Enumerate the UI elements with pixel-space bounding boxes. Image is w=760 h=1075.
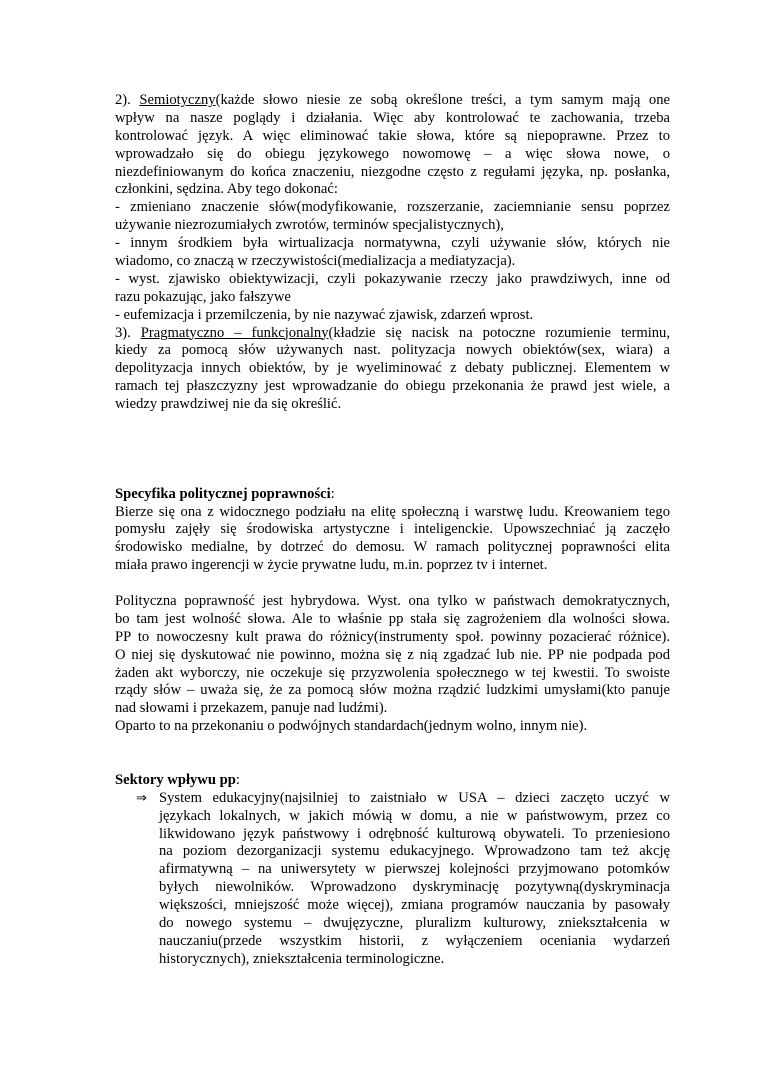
section-heading: Specyfika politycznej poprawności: <box>115 485 335 502</box>
spacer <box>115 575 670 593</box>
text-line: niezdefiniowanym do końca znaczeniu, niezgodne często z regułami języka, np. posłanka, <box>115 163 670 180</box>
spacer <box>115 414 670 486</box>
section-heading: Sektory wpływu pp: <box>115 771 240 788</box>
text-line: używanie niezrozumiałych zwrotów, terminów specjalistycznych), <box>115 217 504 234</box>
text-line: historycznych), zniekształcenia terminologiczne. <box>159 950 445 967</box>
text-line: wiadomo, co znaczą w rzeczywistości(medializacja a mediatyzacja). <box>115 253 516 270</box>
text-line: wpływ na nasze poglądy i działania. Więc aby kontrolować te zachowania, trzeba <box>115 109 670 126</box>
text-line: kiedy za pomocą słów używanych nast. polityzacja nowych obiektów(sex, wiara) a <box>115 342 670 359</box>
text-line: ramach tej płaszczyzny jest wprowadzanie do obiegu przekonania że prawd jest wiele, a <box>115 378 670 395</box>
text-line: wprowadzało się do obiegu językowego nowomowę – a więc słowa nowe, o <box>115 145 670 162</box>
text-line: rządy słów – uważa się, że za pomocą słów można rządzić ludzkimi umysłami(kto panuje <box>115 682 670 699</box>
term-semiotyczny: Semiotyczny <box>139 92 216 108</box>
arrow-right-icon: ⇒ <box>136 790 147 806</box>
text-line: - wyst. zjawisko obiektywizacji, czyli pokazywanie rzeczy jako prawdziwych, inne od <box>115 270 670 287</box>
text-line: kontrolować język. A więc eliminować takie słowa, które są niepoprawne. Przez to <box>115 127 670 144</box>
spacer <box>115 736 670 772</box>
text-line: wiedzy prawdziwej nie da się określić. <box>115 396 342 413</box>
section-specyfika <box>115 486 670 736</box>
text-line: językach lokalnych, w jakich mówią w domu, a nie w państwowym, przez co <box>159 807 670 824</box>
text-line: Bierze się ona z widocznego podziału na elitę społeczną i warstwę ludu. Kreowaniem tego <box>115 503 670 520</box>
text-line: nad słowami i przekazem, panuje nad ludźmi). <box>115 700 388 717</box>
text-line: bo tam jest wolność słowa. Ale to właśnie pp stała się zagrożeniem dla wolności słowa. <box>115 610 670 627</box>
text-line: PP to nowoczesny kult prawa do różnicy(instrumenty społ. powinny pozacierać różnice). <box>115 628 670 645</box>
text-line: środowisko medialne, by dotrzeć do demosu. W ramach politycznej poprawności elita <box>115 539 670 556</box>
text-line: większości, mniejszość może więcej), zmiana programów nauczania by pasowały <box>159 897 670 914</box>
text-line: depolityzacja innych obiektów, by je wyeliminować z debaty publicznej. Elementem w <box>115 360 670 377</box>
text-line: afirmatywną – na uniwersytety w pierwszej kolejności przyjmowano potomków <box>159 861 670 878</box>
term-pragmatyczno-funkcjonalny: Pragmatyczno – funkcjonalny <box>140 324 329 341</box>
text-line: O niej się dyskutować nie powinno, można się z nią zgadzać lub nie. PP nie podpada pod <box>115 646 670 663</box>
text-line: byłych niewolników. Wprowadzono dyskryminację pozytywną(dyskryminacja <box>159 879 670 896</box>
list-item <box>115 790 670 969</box>
paragraph <box>115 504 670 576</box>
text-line: - zmieniano znaczenie słów(modyfikowanie, rozszerzanie, zaciemnianie sensu poprzez <box>115 199 670 216</box>
section-pragmatic <box>115 325 670 414</box>
text-line: na poziom dezorganizacji systemu edukacyjnego. Wprowadzono tam też akcję <box>159 843 670 860</box>
paragraph <box>115 593 670 736</box>
text-line: Oparto to na przekonaniu o podwójnych standardach(jednym wolno, innym nie). <box>115 718 588 735</box>
document-page <box>115 92 670 969</box>
section-sektory <box>115 772 670 969</box>
text-line: pomysłu zajęły się środowiska artystyczne i inteligenckie. Upowszechniać ją zaczęło <box>115 521 670 538</box>
text-line: System edukacyjny(najsilniej to zaistniało w USA – dzieci zaczęto uczyć w <box>159 789 670 806</box>
text-line: razu pokazując, jako fałszywe <box>115 288 291 305</box>
text-line: żaden akt wyborczy, nie oczekuje się przyzwolenia społecznego w tej kwestii. To swoiste <box>115 664 670 681</box>
text-line: Polityczna poprawność jest hybrydowa. Wyst. ona tylko w państwach demokratycznych, <box>115 592 670 609</box>
text-line: 2). Semiotyczny(każde słowo niesie ze sobą określone treści, a tym samym mają one <box>115 92 670 108</box>
text-line: miała prawo ingerencji w życie prywatne ludu, m.in. poprzez tv i internet. <box>115 557 548 574</box>
text-line: - innym środkiem była wirtualizacja normatywna, czyli używanie słów, których nie <box>115 235 670 252</box>
section-semiotic <box>115 92 670 325</box>
text-line: członkini, sędzina. Aby tego dokonać: <box>115 181 338 198</box>
text-line: nauczaniu(przede wszystkim historii, z wyłączeniem oceniania wydarzeń <box>159 932 670 949</box>
text-line: 3). Pragmatyczno – funkcjonalny(kładzie się nacisk na potoczne rozumienie terminu, <box>115 324 670 341</box>
text-line: do nowego systemu – dwujęzyczne, pluralizm kulturowy, zniekształcenia w <box>159 915 670 932</box>
text-line: - eufemizacja i przemilczenia, by nie nazywać zjawisk, zdarzeń wprost. <box>115 306 534 323</box>
text-line: likwidowano język państwowy i odrębność kulturową obywateli. To przeniesiono <box>159 825 670 842</box>
